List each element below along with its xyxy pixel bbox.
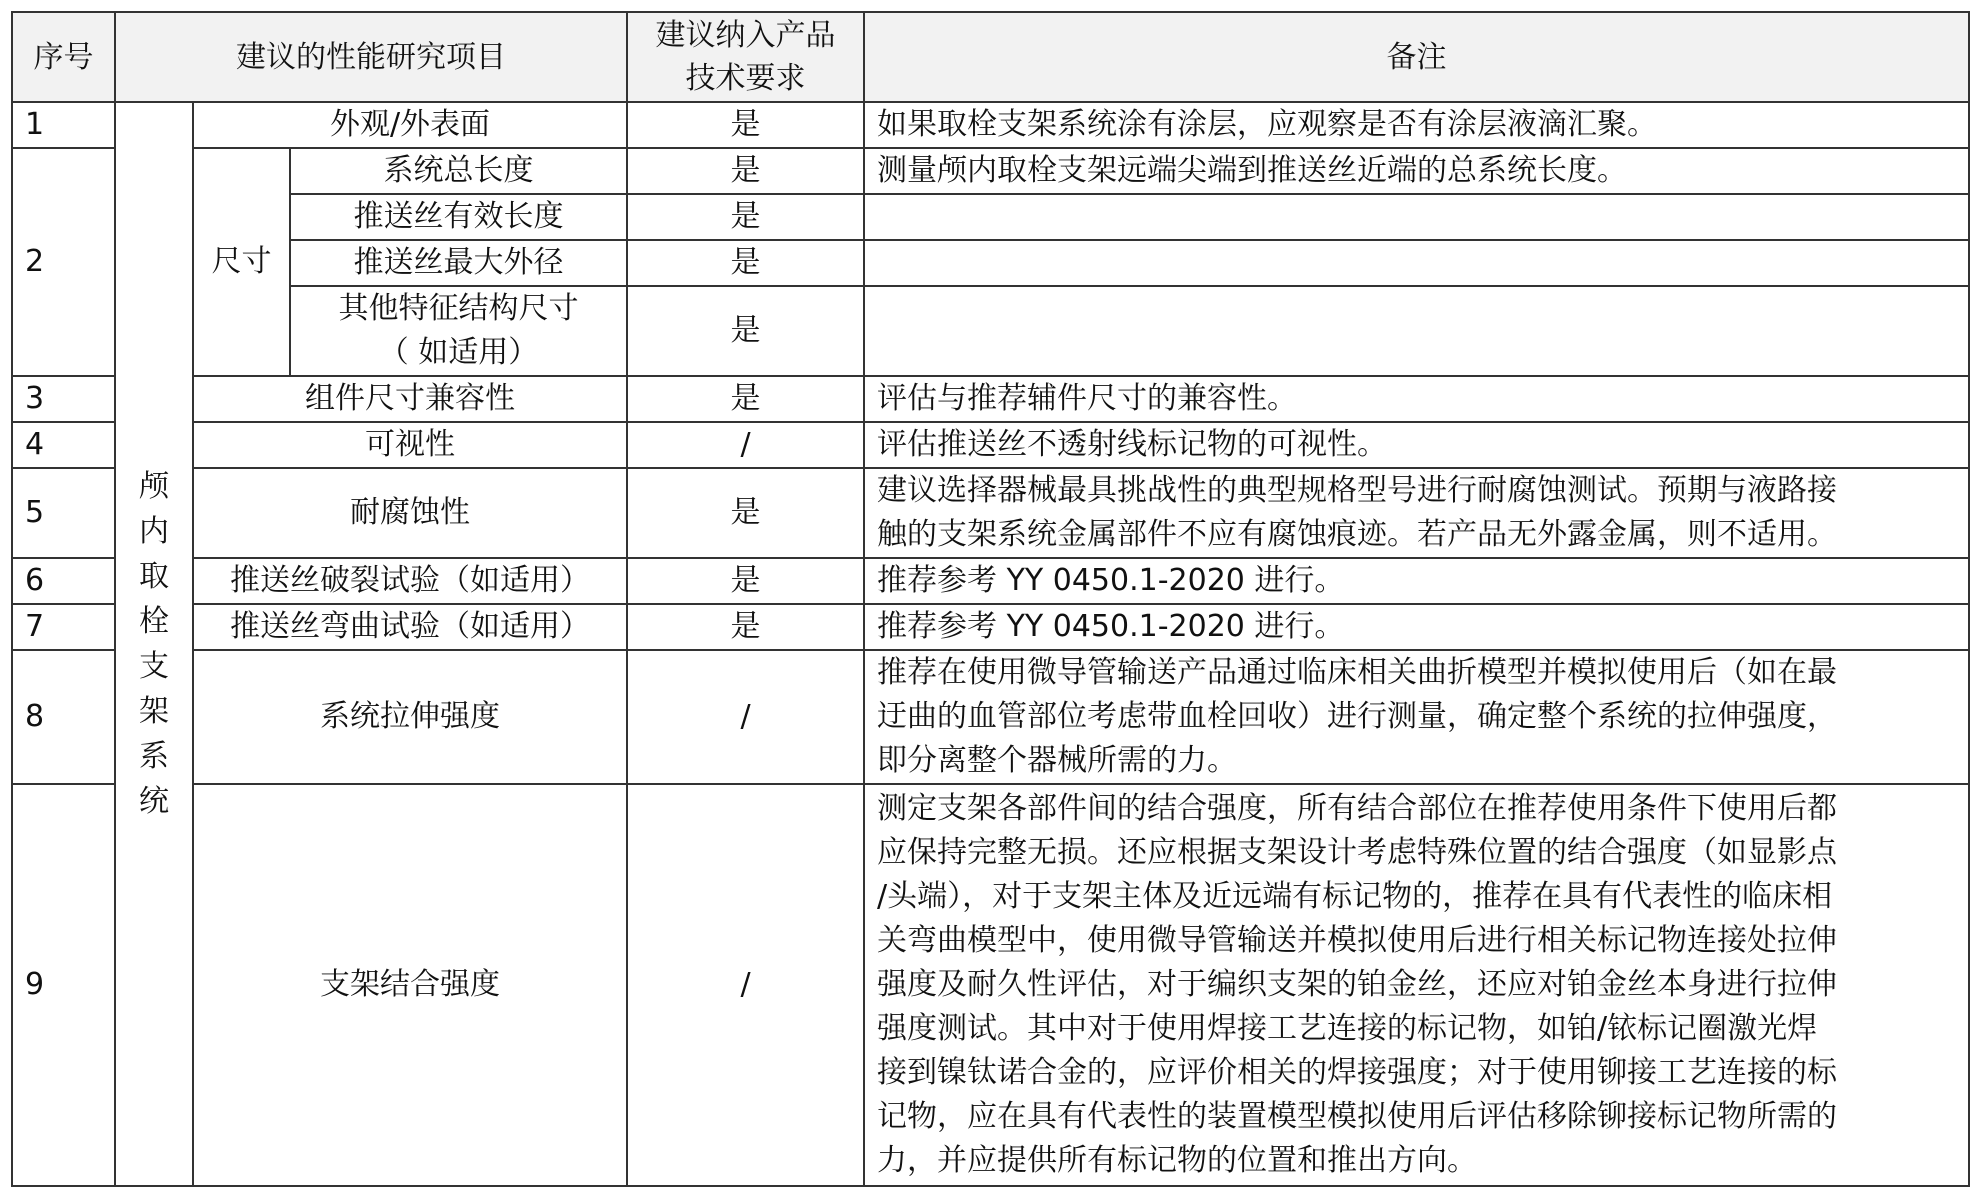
row-item: 系统总长度 [290,148,627,194]
table-row [12,558,1969,604]
note-line: 如果取栓支架系统涂有涂层，应观察是否有涂层液滴汇聚。 [877,107,1658,142]
note-line: 测定支架各部件间的结合强度，所有结合部位在推荐使用条件下使用后都 [877,791,1838,826]
row-requirement: 是 [627,240,864,286]
group-char: 支 [139,649,169,684]
row-item: 推送丝有效长度 [290,194,627,240]
item-line: （ 如适用） [378,335,539,370]
table-row [12,784,1969,1186]
row-seq: 2 [12,148,115,376]
note-line: /头端），对于支架主体及近远端有标记物的，推荐在具有代表性的临床相 [877,879,1833,914]
note-line: 迂曲的血管部位考虑带血栓回收）进行测量，确定整个系统的拉伸强度， [877,699,1838,734]
group-char: 颅 [139,469,169,504]
row-note [864,558,1969,604]
group-char: 内 [139,514,169,549]
row-item: 支架结合强度 [193,784,627,1186]
row-requirement: 是 [627,468,864,558]
table-row [12,194,1969,240]
row-item: 推送丝最大外径 [290,240,627,286]
table-row [12,102,1969,148]
row-seq: 9 [12,784,115,1186]
row-seq: 7 [12,604,115,650]
group-char: 栓 [139,604,169,639]
row-note [864,650,1969,784]
group-label [115,102,193,1186]
header-requirement [627,12,864,102]
row-item: 耐腐蚀性 [193,468,627,558]
header-requirement-line1: 建议纳入产品 [655,18,836,53]
note-line: 触的支架系统金属部件不应有腐蚀痕迹。若产品无外露金属，则不适用。 [877,517,1838,552]
table-row [12,650,1969,784]
row-note [864,422,1969,468]
row-item [290,286,627,376]
performance-table [11,11,1970,1187]
row-note [864,468,1969,558]
item-line: 其他特征结构尺寸 [338,291,579,326]
note-line: 推荐参考 YY 0450.1-2020 进行。 [877,563,1345,598]
note-line: 建议选择器械最具挑战性的典型规格型号进行耐腐蚀测试。预期与液路接 [877,473,1838,508]
header-item: 建议的性能研究项目 [115,12,627,102]
header-requirement-line2: 技术要求 [685,61,806,96]
row-item: 推送丝弯曲试验（如适用） [193,604,627,650]
note-line: 接到镍钛诺合金的，应评价相关的焊接强度；对于使用铆接工艺连接的标 [877,1055,1838,1090]
note-line: 力，并应提供所有标记物的位置和推出方向。 [877,1143,1478,1178]
row-seq: 4 [12,422,115,468]
table-row [12,240,1969,286]
note-line: 评估与推荐辅件尺寸的兼容性。 [877,381,1298,416]
table-row [12,286,1969,376]
row-requirement: 是 [627,376,864,422]
table-row [12,604,1969,650]
row-item: 可视性 [193,422,627,468]
row-note [864,604,1969,650]
table-row [12,148,1969,194]
row-seq: 8 [12,650,115,784]
header-row [12,12,1969,102]
row-requirement: 是 [627,558,864,604]
row-note [864,286,1969,376]
note-line: 强度测试。其中对于使用焊接工艺连接的标记物，如铂/铱标记圈激光焊 [877,1011,1818,1046]
row-note [864,194,1969,240]
row-note [864,240,1969,286]
group-char: 统 [139,784,169,819]
header-note: 备注 [864,12,1969,102]
row-item: 外观/外表面 [193,102,627,148]
row-seq: 6 [12,558,115,604]
group-char: 取 [139,559,169,594]
row-requirement: 是 [627,102,864,148]
row-requirement: / [627,422,864,468]
row-seq: 5 [12,468,115,558]
table-row [12,468,1969,558]
table-row [12,422,1969,468]
note-line: 即分离整个器械所需的力。 [877,743,1238,778]
row-item: 推送丝破裂试验（如适用） [193,558,627,604]
row-requirement: 是 [627,194,864,240]
row-requirement: / [627,784,864,1186]
table-row [12,376,1969,422]
row-note [864,376,1969,422]
row-note [864,102,1969,148]
row-seq: 1 [12,102,115,148]
note-line: 强度及耐久性评估，对于编织支架的铂金丝，还应对铂金丝本身进行拉伸 [877,967,1838,1002]
note-line: 记物，应在具有代表性的装置模型模拟使用后评估移除铆接标记物所需的 [877,1099,1838,1134]
row-note [864,784,1969,1186]
note-line: 评估推送丝不透射线标记物的可视性。 [877,427,1388,462]
group-char: 架 [139,694,169,729]
row-requirement: / [627,650,864,784]
row-requirement: 是 [627,148,864,194]
row-item: 系统拉伸强度 [193,650,627,784]
header-seq: 序号 [12,12,115,102]
note-line: 推荐在使用微导管输送产品通过临床相关曲折模型并模拟使用后（如在最 [877,655,1838,690]
note-line: 应保持完整无损。还应根据支架设计考虑特殊位置的结合强度（如显影点 [877,835,1838,870]
row-note: 测量颅内取栓支架远端尖端到推送丝近端的总系统长度。 [864,148,1969,194]
note-line: 关弯曲模型中，使用微导管输送并模拟使用后进行相关标记物连接处拉伸 [877,923,1838,958]
group-char: 系 [139,739,169,774]
row-requirement: 是 [627,604,864,650]
dimension-label: 尺寸 [193,148,290,376]
row-requirement: 是 [627,286,864,376]
note-line: 推荐参考 YY 0450.1-2020 进行。 [877,609,1345,644]
row-item: 组件尺寸兼容性 [193,376,627,422]
row-seq: 3 [12,376,115,422]
